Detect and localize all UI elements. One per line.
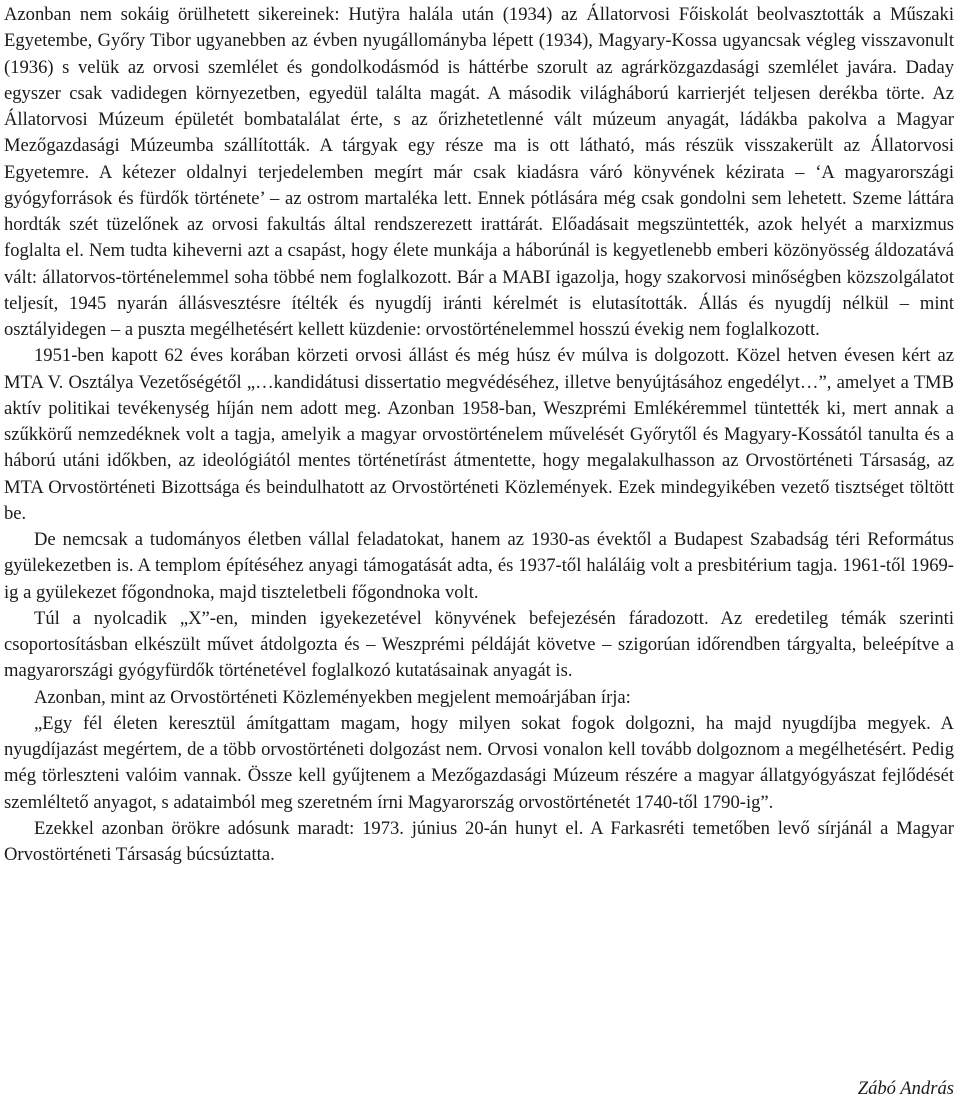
quote-paragraph: „Egy fél életen keresztül ámítgattam magam, hogy milyen sokat fogok dolgozni, ha majd nyugdíjba megyek. A nyugdíjazást megértem, de a több orvostörténeti dolgozást nem. Orvosi vonalon kell tovább dolgoznom a megélhetésért. Pedig még törleszteni valóim vannak. Össze kell gyűjtenem a Mezőgazdasági Múzeum részére a magyar állatgyógyászat fejlődését szemléltető anyagot, s adataimból meg szeretném írni Magyarország orvostörténetét 1740-től 1790-ig”. xyxy=(4,712,954,813)
paragraph-7: Ezekkel azonban örökre adósunk maradt: 1973. június 20-án hunyt el. A Farkasréti temetőben levő sírjánál a Magyar Orvostörténeti Társaság búcsúztatta. xyxy=(4,817,954,865)
document-body xyxy=(4,2,954,868)
paragraph-4: Túl a nyolcadik „X”-en, minden igyekezetével könyvének befejezésén fáradozott. Az eredetileg témák szerinti csoportosításban elkészült művet átdolgozta és – Weszprémi példáját követve – szigorúan időrendben tárgyalta, beleépítve a magyarországi gyógyfürdők történetével foglalkozó kutatásainak anyagát is. xyxy=(4,607,954,682)
paragraph-1: Azonban nem sokáig örülhetett sikereinek: Hutÿra halála után (1934) az Állatorvosi Főiskolát beolvasztották a Műszaki Egyetembe, Győry Tibor ugyanebben az évben nyugállományba lépett (1934), Magyary-Kossa ugyancsak végleg visszavonult (1936) s velük az orvosi szemlélet és gondolkodásmód is háttérbe szorult az agrárközgazdasági szemlélet javára. Daday egyszer csak vadidegen környezetben, egyedül találta magát. A második világháború karrierjét teljesen derékba törte. Az Állatorvosi Múzeum épületét bombatalálat érte, s az őrizhetetlenné vált múzeum anyagát, ládákba pakolva a Magyar Mezőgazdasági Múzeumba szállították. A tárgyak egy része ma is ott látható, más részük visszakerült az Állatorvosi Egyetemre. A kétezer oldalnyi terjedelemben megírt már csak kiadásra váró könyvének kézirata – ‘A magyarországi gyógyforrások és fürdők története’ – az ostrom martaléka lett. Ennek pótlására még csak gondolni sem lehetett. Szeme láttára hordták szét tüzelőnek az orvosi fakultás által rendszerezett irattárát. Előadásait megszüntették, azok helyét a marxizmus foglalta el. Nem tudta kiheverni azt a csapást, hogy élete munkája a háborúnál is kegyetlenebb emberi közönyösség áldozatává vált: állatorvos-történelemmel soha többé nem foglalkozott. Bár a MABI igazolja, hogy szakorvosi minőségben közszolgálatot teljesít, 1945 nyarán állásvesztésre ítélték és nyugdíj iránti kérelmét is elutasították. Állás és nyugdíj nélkül – mint osztályidegen – a puszta megélhetésért kellett küzdenie: orvostörténelemmel hosszú évekig nem foglalkozott. xyxy=(4,4,954,340)
author-signature: Zábó András xyxy=(857,1078,954,1099)
paragraph-2: 1951-ben kapott 62 éves korában körzeti orvosi állást és még húsz év múlva is dolgozott. Közel hetven évesen kért az MTA V. Osztálya Vezetőségétől „…kandidátusi dissertatio megvédéséhez, illetve benyújtásához engedélyt…”, amelyet a TMB aktív politikai tevékenység híján nem adott meg. Azonban 1958-ban, Weszprémi Emlékéremmel tüntették ki, mert annak a szűkkörű nemzedéknek volt a tagja, amelyik a magyar orvostörténelem művelését Győrytől és Magyary-Kossától tanulta és a háború utáni időkben, az ideológiától mentes történetírást átmentette, hogy megalakulhasson az Orvostörténeti Társaság, az MTA Orvostörténeti Bizottsága és beindulhatott az Orvostörténeti Közlemények. Ezek mindegyikében vezető tisztséget töltött be. xyxy=(4,345,954,524)
paragraph-5: Azonban, mint az Orvostörténeti Közleményekben megjelent memoárjában írja: xyxy=(34,686,631,708)
paragraph-3: De nemcsak a tudományos életben vállal feladatokat, hanem az 1930-as évektől a Budapest Szabadság téri Református gyülekezetben is. A templom építéséhez anyagi támogatását adta, és 1937-től haláláig volt a presbitérium tagja. 1961-től 1969-ig a gyülekezet főgondnoka, majd tiszteletbeli főgondnoka volt. xyxy=(4,529,954,603)
